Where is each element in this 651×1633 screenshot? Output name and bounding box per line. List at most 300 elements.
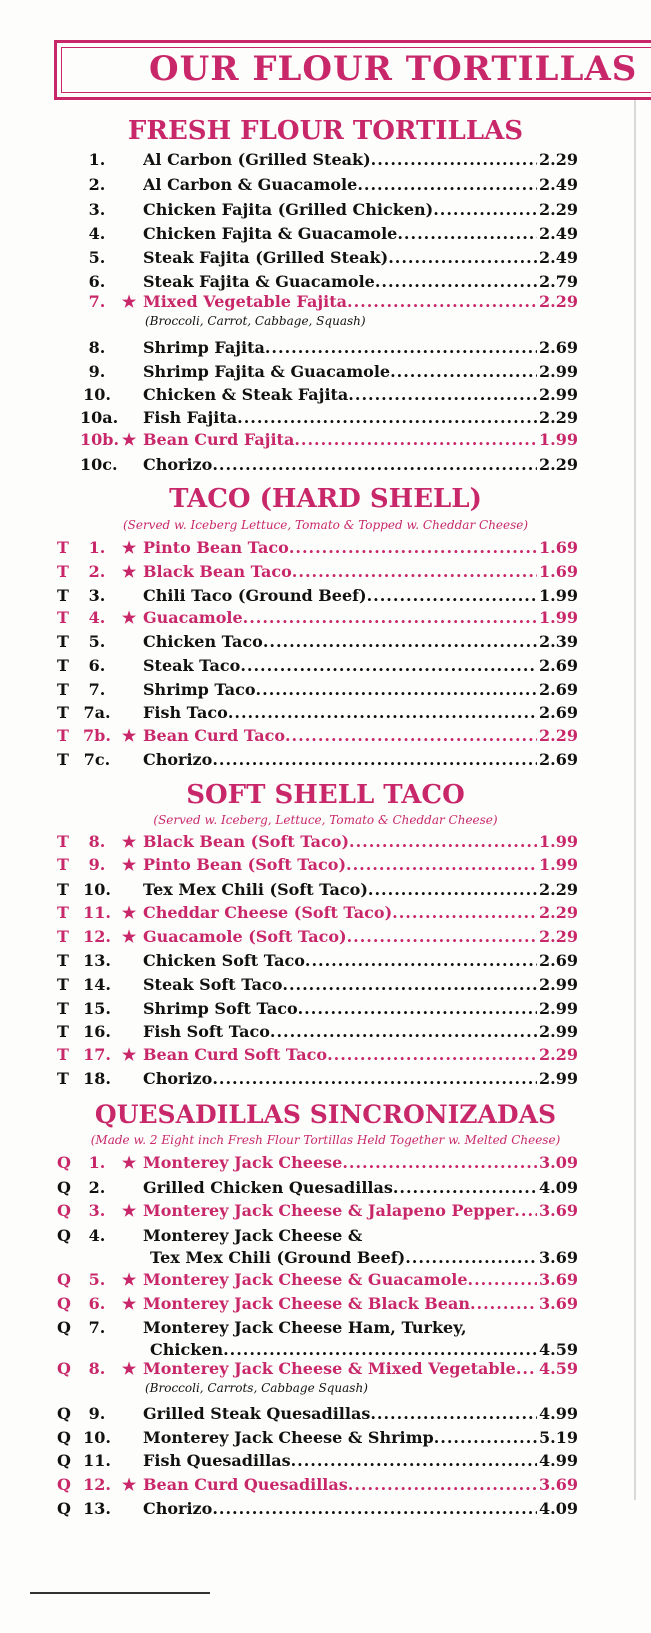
item-line (143, 272, 578, 291)
item-number: 4. (88, 608, 106, 627)
item-code: T (57, 726, 69, 745)
dot-leader (228, 703, 537, 722)
item-price: 2.29 (539, 927, 578, 946)
menu-item (0, 903, 651, 925)
item-line (143, 385, 578, 404)
item-price: 2.39 (539, 632, 578, 651)
item-code: T (57, 1069, 69, 1088)
item-number: 6. (88, 272, 106, 291)
item-code: T (57, 927, 69, 946)
item-line (143, 1153, 578, 1172)
item-number: 1. (88, 1153, 106, 1172)
dot-leader (470, 1294, 537, 1313)
item-price: 1.99 (539, 586, 578, 605)
star-icon: ★ (121, 1359, 137, 1378)
item-price: 2.69 (539, 951, 578, 970)
dot-leader (327, 1045, 537, 1064)
menu-item (0, 1178, 651, 1200)
menu-item (0, 1475, 651, 1497)
menu-item (0, 248, 651, 270)
item-number: 5. (88, 1270, 106, 1289)
menu-item (0, 1226, 651, 1248)
item-code: T (57, 750, 69, 769)
dot-leader (349, 832, 537, 851)
item-number: 1. (88, 150, 106, 169)
item-name: Cheddar Cheese (Soft Taco) (143, 903, 393, 922)
item-number: 9. (88, 1404, 106, 1423)
item-line (143, 150, 578, 169)
item-price: 4.59 (539, 1359, 578, 1378)
item-line (150, 1340, 578, 1359)
menu-item (0, 455, 651, 477)
item-price: 3.69 (539, 1201, 578, 1220)
menu-item (0, 656, 651, 678)
item-line (143, 680, 578, 699)
item-price: 2.29 (539, 408, 578, 427)
item-name: Chorizo (143, 455, 213, 474)
item-number: 2. (88, 1178, 106, 1197)
item-name: Al Carbon & Guacamole (143, 175, 358, 194)
dot-leader (357, 175, 537, 194)
item-line (143, 1499, 578, 1518)
item-line (143, 1270, 578, 1289)
dot-leader (292, 562, 537, 581)
item-price: 1.99 (539, 855, 578, 874)
star-icon: ★ (121, 1294, 137, 1313)
dot-leader (282, 975, 537, 994)
item-line (143, 1201, 578, 1220)
item-name: Bean Curd Fajita (143, 430, 295, 449)
item-name: Steak Taco (143, 656, 241, 675)
menu-item (0, 1045, 651, 1067)
item-price: 2.49 (539, 248, 578, 267)
item-number: 9. (88, 362, 106, 381)
menu-item (0, 1294, 651, 1316)
item-line (143, 1045, 578, 1064)
item-number: 13. (83, 1499, 111, 1518)
item-number: 8. (88, 1359, 106, 1378)
section-title-quesadillas: QUESADILLAS SINCRONIZADAS (94, 1100, 557, 1129)
item-price: 2.49 (539, 175, 578, 194)
item-code: Q (57, 1451, 71, 1470)
item-name: Monterey Jack Cheese & Jalapeno Pepper (143, 1201, 515, 1220)
item-price: 4.99 (539, 1451, 578, 1470)
section-note-soft-shell: (Served w. Iceberg, Lettuce, Tomato & Cheddar Cheese) (153, 813, 498, 827)
star-icon: ★ (121, 927, 137, 946)
star-icon: ★ (121, 538, 137, 557)
item-line (143, 1428, 578, 1447)
item-price: 3.69 (539, 1294, 578, 1313)
item-number: 10a. (80, 408, 119, 427)
item-price: 4.59 (539, 1340, 578, 1359)
item-name: Bean Curd Soft Taco (143, 1045, 328, 1064)
dot-leader (347, 292, 537, 311)
item-code: T (57, 1022, 69, 1041)
menu-item (0, 1404, 651, 1426)
menu-item (0, 385, 651, 407)
dot-leader (348, 385, 537, 404)
item-code: T (57, 951, 69, 970)
dot-leader (516, 1359, 537, 1378)
item-name: Monterey Jack Cheese Ham, Turkey, (143, 1318, 467, 1337)
item-line (143, 1069, 578, 1088)
item-price: 3.69 (539, 1475, 578, 1494)
item-price: 2.29 (539, 726, 578, 745)
item-name: Monterey Jack Cheese & Black Bean (143, 1294, 470, 1313)
item-line (143, 338, 578, 357)
dot-leader (392, 903, 537, 922)
dot-leader (434, 1428, 537, 1447)
item-code: Q (57, 1294, 71, 1313)
menu-item (0, 999, 651, 1021)
item-name: Monterey Jack Cheese (143, 1153, 343, 1172)
item-number: 18. (83, 1069, 111, 1088)
item-line (143, 903, 578, 922)
item-number: 11. (83, 903, 111, 922)
item-code: T (57, 586, 69, 605)
item-name-continued: Chicken (150, 1340, 224, 1359)
item-name: Grilled Steak Quesadillas (143, 1404, 371, 1423)
item-line (143, 200, 578, 219)
item-number: 8. (88, 832, 106, 851)
dot-leader (289, 538, 537, 557)
dot-leader (468, 1270, 538, 1289)
item-line (143, 430, 578, 449)
item-name: Black Bean (Soft Taco) (143, 832, 350, 851)
menu-item (0, 608, 651, 630)
dot-leader (263, 632, 537, 651)
star-icon: ★ (121, 292, 137, 311)
item-subnote-row (0, 1381, 651, 1403)
item-line (143, 632, 578, 651)
item-name: Chicken Taco (143, 632, 263, 651)
item-number: 14. (83, 975, 111, 994)
item-subnote: (Broccoli, Carrots, Cabbage Squash) (145, 1381, 368, 1395)
item-name: Al Carbon (Grilled Steak) (143, 150, 371, 169)
item-price: 2.29 (539, 1045, 578, 1064)
item-price: 1.99 (539, 832, 578, 851)
menu-item (0, 1270, 651, 1292)
item-name: Black Bean Taco (143, 562, 292, 581)
item-line (143, 1178, 578, 1197)
item-name: Chicken & Steak Fajita (143, 385, 349, 404)
item-number: 17. (83, 1045, 111, 1064)
item-line (143, 703, 578, 722)
item-code: T (57, 832, 69, 851)
item-name: Chicken Soft Taco (143, 951, 305, 970)
dot-leader (371, 150, 537, 169)
item-code: T (57, 680, 69, 699)
item-number: 1. (88, 538, 106, 557)
item-name: Shrimp Fajita (143, 338, 265, 357)
item-price: 4.09 (539, 1178, 578, 1197)
dot-leader (212, 1499, 537, 1518)
menu-item (0, 538, 651, 560)
item-name: Monterey Jack Cheese & Mixed Vegetable (143, 1359, 516, 1378)
menu-item (0, 1069, 651, 1091)
item-name-continued: Tex Mex Chili (Ground Beef) (150, 1248, 406, 1267)
item-code: Q (57, 1359, 71, 1378)
item-price: 2.69 (539, 338, 578, 357)
star-icon: ★ (121, 562, 137, 581)
item-price: 2.29 (539, 150, 578, 169)
item-number: 6. (88, 1294, 106, 1313)
menu-item (0, 975, 651, 997)
item-code: T (57, 1045, 69, 1064)
item-number: 10. (83, 880, 111, 899)
star-icon: ★ (121, 832, 137, 851)
dot-leader (368, 880, 537, 899)
menu-item (0, 430, 651, 452)
menu-item (0, 1499, 651, 1521)
dot-leader (265, 338, 537, 357)
dot-leader (223, 1340, 537, 1359)
dot-leader (367, 586, 537, 605)
item-price: 2.99 (539, 362, 578, 381)
item-name: Chorizo (143, 1499, 213, 1518)
dot-leader (305, 951, 537, 970)
menu-item (0, 1153, 651, 1175)
item-number: 15. (83, 999, 111, 1018)
item-code: T (57, 903, 69, 922)
item-code: Q (57, 1201, 71, 1220)
item-price: 3.69 (539, 1248, 578, 1267)
dot-leader (285, 726, 537, 745)
item-price: 2.69 (539, 703, 578, 722)
item-line (143, 1404, 578, 1423)
item-price: 2.29 (539, 292, 578, 311)
menu-item (0, 338, 651, 360)
item-price: 2.29 (539, 903, 578, 922)
item-line (143, 608, 578, 627)
item-number: 5. (88, 632, 106, 651)
item-name: Fish Quesadillas (143, 1451, 291, 1470)
item-line (143, 656, 578, 675)
item-number: 3. (88, 1201, 106, 1220)
dot-leader (212, 455, 537, 474)
item-line (143, 224, 578, 243)
item-number: 13. (83, 951, 111, 970)
menu-item (0, 632, 651, 654)
item-number: 11. (83, 1451, 111, 1470)
item-code: Q (57, 1226, 71, 1245)
dot-leader (346, 855, 537, 874)
item-number: 10b. (80, 430, 120, 449)
menu-item-continued (0, 1248, 651, 1270)
item-number: 10. (83, 1428, 111, 1447)
item-line (143, 1022, 578, 1041)
item-code: T (57, 880, 69, 899)
menu-item (0, 726, 651, 748)
item-code: Q (57, 1404, 71, 1423)
bottom-rule (30, 1592, 210, 1594)
item-number: 16. (83, 1022, 111, 1041)
item-price: 1.69 (539, 562, 578, 581)
item-name: Tex Mex Chili (Soft Taco) (143, 880, 368, 899)
item-line (143, 1294, 578, 1313)
menu-item (0, 150, 651, 172)
menu-item (0, 680, 651, 702)
item-price: 3.69 (539, 1270, 578, 1289)
dot-leader (291, 1451, 537, 1470)
item-name: Fish Soft Taco (143, 1022, 270, 1041)
section-title-soft-shell: SOFT SHELL TACO (186, 780, 465, 810)
item-line (143, 999, 578, 1018)
item-price: 2.29 (539, 200, 578, 219)
item-name: Monterey Jack Cheese & Guacamole (143, 1270, 468, 1289)
item-price: 1.99 (539, 608, 578, 627)
item-code: Q (57, 1318, 71, 1337)
menu-item (0, 292, 651, 314)
star-icon: ★ (121, 608, 137, 627)
item-number: 12. (83, 927, 111, 946)
item-code: Q (57, 1270, 71, 1289)
dot-leader (433, 200, 537, 219)
section-title-fresh: FRESH FLOUR TORTILLAS (127, 116, 524, 146)
item-price: 2.69 (539, 680, 578, 699)
item-name: Shrimp Taco (143, 680, 256, 699)
menu-item (0, 362, 651, 384)
menu-item (0, 200, 651, 222)
item-line (143, 927, 578, 946)
section-title-hard-shell: TACO (HARD SHELL) (169, 484, 482, 514)
item-name: Steak Fajita & Guacamole (143, 272, 375, 291)
item-line (143, 975, 578, 994)
item-number: 7. (88, 292, 106, 311)
menu-item (0, 408, 651, 430)
item-subnote: (Broccoli, Carrot, Cabbage, Squash) (145, 314, 366, 328)
menu-item (0, 562, 651, 584)
banner-title: OUR FLOUR TORTILLAS (149, 49, 638, 89)
dot-leader (390, 362, 537, 381)
menu-item (0, 586, 651, 608)
item-number: 7b. (83, 726, 111, 745)
dot-leader (397, 224, 537, 243)
item-price: 2.99 (539, 1069, 578, 1088)
item-name: Pinto Bean Taco (143, 538, 289, 557)
dot-leader (212, 750, 537, 769)
item-number: 3. (88, 586, 106, 605)
item-line (143, 248, 578, 267)
item-price: 2.99 (539, 1022, 578, 1041)
item-price: 1.99 (539, 430, 578, 449)
item-name: Guacamole (Soft Taco) (143, 927, 347, 946)
item-number: 7c. (83, 750, 111, 769)
item-line (143, 951, 578, 970)
item-name: Chicken Fajita (Grilled Chicken) (143, 200, 434, 219)
item-price: 4.99 (539, 1404, 578, 1423)
item-price: 2.99 (539, 385, 578, 404)
menu-item (0, 1428, 651, 1450)
item-name: Shrimp Fajita & Guacamole (143, 362, 391, 381)
star-icon: ★ (121, 726, 137, 745)
dot-leader (347, 927, 537, 946)
item-code: T (57, 855, 69, 874)
item-name: Steak Fajita (Grilled Steak) (143, 248, 389, 267)
item-line (143, 562, 578, 581)
item-line (143, 1359, 578, 1378)
item-name: Shrimp Soft Taco (143, 999, 298, 1018)
star-icon: ★ (121, 430, 137, 449)
menu-item (0, 272, 651, 294)
item-number: 10. (83, 385, 111, 404)
menu-item (0, 750, 651, 772)
item-name: Fish Fajita (143, 408, 238, 427)
item-name: Grilled Chicken Quesadillas (143, 1178, 393, 1197)
item-number: 10c. (80, 455, 118, 474)
dot-leader (270, 1022, 537, 1041)
item-line (150, 1248, 578, 1267)
menu-item (0, 224, 651, 246)
dot-leader (212, 1069, 537, 1088)
menu-item (0, 175, 651, 197)
item-name: Chicken Fajita & Guacamole (143, 224, 398, 243)
item-code: T (57, 538, 69, 557)
menu-item (0, 1201, 651, 1223)
item-code: T (57, 562, 69, 581)
item-name: Mixed Vegetable Fajita (143, 292, 348, 311)
menu-item (0, 927, 651, 949)
item-price: 2.79 (539, 272, 578, 291)
item-price: 2.69 (539, 750, 578, 769)
item-number: 7. (88, 1318, 106, 1337)
star-icon: ★ (121, 903, 137, 922)
dot-leader (405, 1248, 537, 1267)
item-line (143, 832, 578, 851)
item-subnote-row (0, 314, 651, 336)
star-icon: ★ (121, 1201, 137, 1220)
item-name: Pinto Bean (Soft Taco) (143, 855, 347, 874)
dot-leader (348, 1475, 537, 1494)
item-name: Chili Taco (Ground Beef) (143, 586, 367, 605)
item-price: 2.69 (539, 656, 578, 675)
menu-item (0, 1022, 651, 1044)
dot-leader (342, 1153, 537, 1172)
menu-item (0, 880, 651, 902)
dot-leader (298, 999, 537, 1018)
dot-leader (393, 1178, 537, 1197)
dot-leader (240, 656, 537, 675)
item-line (143, 455, 578, 474)
item-number: 8. (88, 338, 106, 357)
item-code: T (57, 656, 69, 675)
item-code: Q (57, 1428, 71, 1447)
item-number: 3. (88, 200, 106, 219)
item-number: 7. (88, 680, 106, 699)
item-code: Q (57, 1475, 71, 1494)
item-line (143, 538, 578, 557)
menu-item (0, 832, 651, 854)
item-line (143, 750, 578, 769)
item-number: 4. (88, 224, 106, 243)
dot-leader (256, 680, 537, 699)
dot-leader (243, 608, 537, 627)
menu-item (0, 855, 651, 877)
item-code: T (57, 608, 69, 627)
item-line (143, 1451, 578, 1470)
item-code: T (57, 632, 69, 651)
dot-leader (294, 430, 537, 449)
item-number: 12. (83, 1475, 111, 1494)
star-icon: ★ (121, 1153, 137, 1172)
item-name: Monterey Jack Cheese & Shrimp (143, 1428, 434, 1447)
item-line (143, 855, 578, 874)
item-price: 5.19 (539, 1428, 578, 1447)
item-price: 1.69 (539, 538, 578, 557)
item-line (143, 408, 578, 427)
item-name: Fish Taco (143, 703, 228, 722)
dot-leader (375, 272, 537, 291)
